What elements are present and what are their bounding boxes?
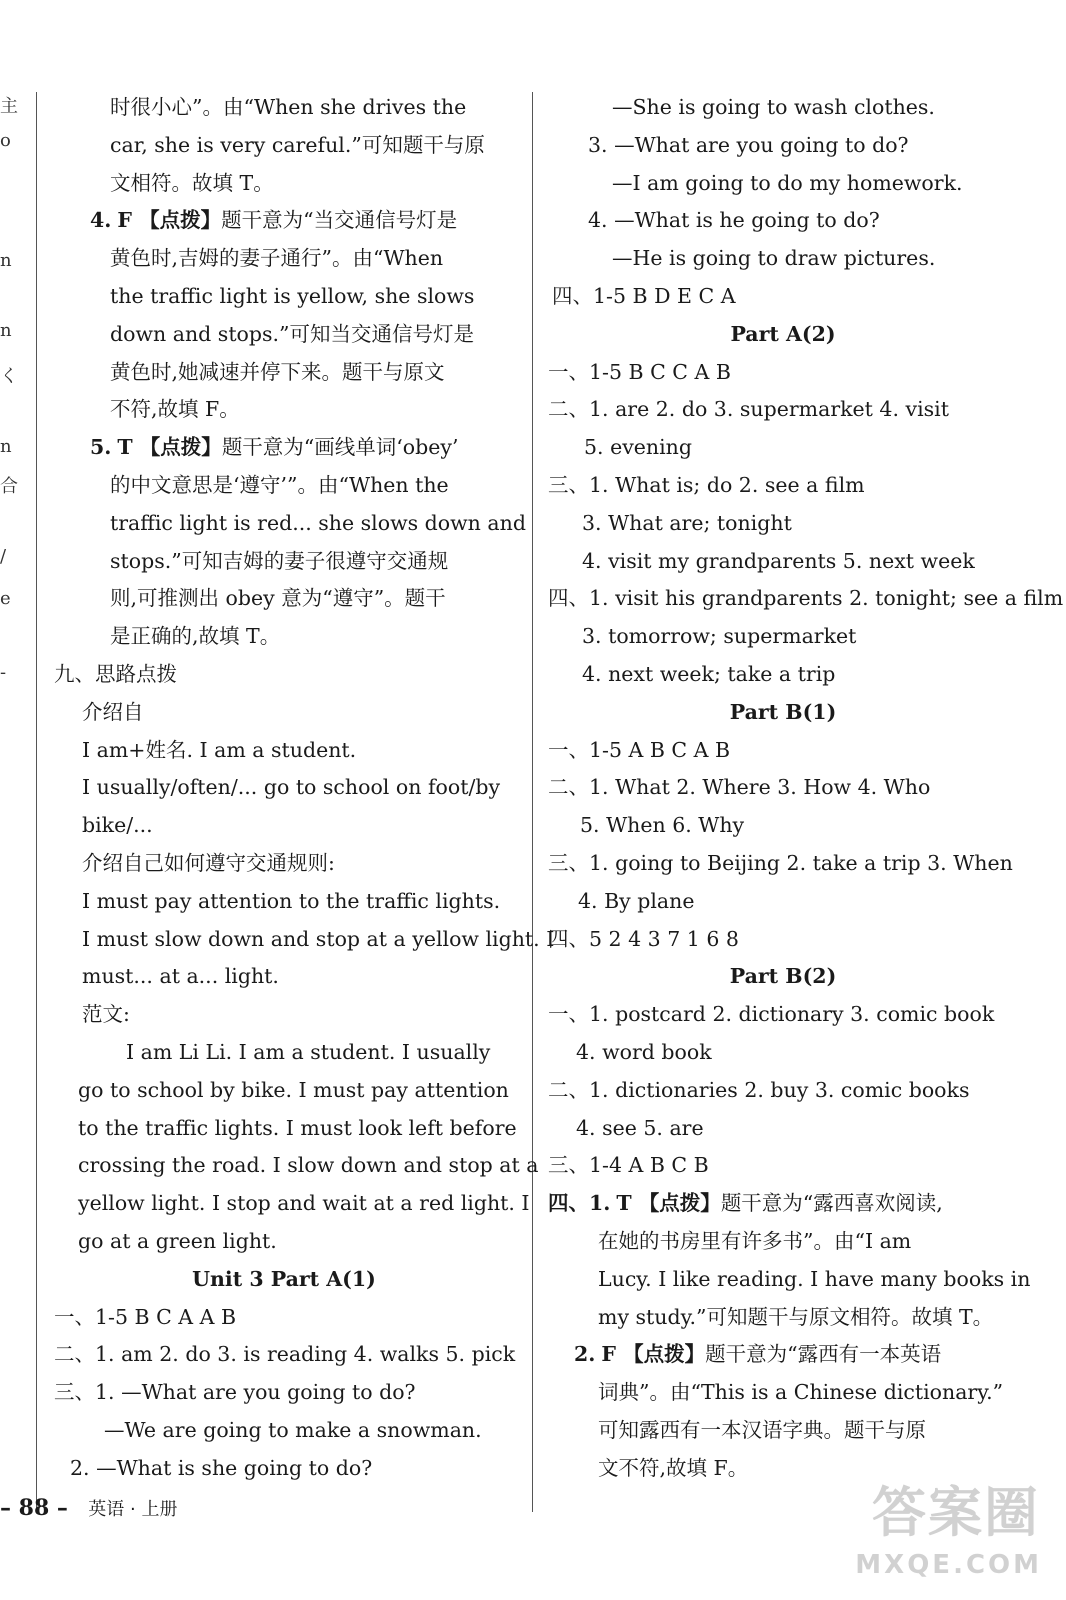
line-text: 文相符。故填 T。 <box>110 170 274 195</box>
answer-line <box>78 1109 517 1147</box>
line-text: stops.”可知吉姆的妻子很遵守交通规 <box>110 548 449 573</box>
edge-char: n <box>0 436 12 457</box>
answer-line <box>598 1298 993 1336</box>
line-text: 可知露西有一本汉语字典。题干与原 <box>598 1418 926 1442</box>
answer-line <box>110 579 446 617</box>
answer-line <box>576 1109 704 1147</box>
line-text: 3. tomorrow; supermarket <box>582 624 857 649</box>
answer-line <box>576 1033 712 1071</box>
line-text: 题干意为“画线单词‘obey’ <box>221 435 459 460</box>
line-text: car, she is very careful.”可知题干与原 <box>110 132 485 157</box>
answer-line <box>548 995 994 1033</box>
edge-char: n <box>0 250 12 271</box>
line-text: I am+姓名. I am a student. <box>82 737 357 762</box>
edge-char: o <box>0 130 11 151</box>
answer-line <box>548 579 1063 617</box>
answer-line <box>548 768 930 806</box>
answer-line <box>82 995 130 1033</box>
answer-line <box>612 239 935 277</box>
answer-line <box>110 315 474 353</box>
line-text: down and stops.”可知当交通信号灯是 <box>110 321 475 346</box>
line-text: to the traffic lights. I must look left before <box>78 1115 517 1140</box>
answer-line <box>90 201 457 239</box>
answer-line <box>90 428 459 466</box>
line-text: 介绍自己如何遵守交通规则: <box>82 851 335 875</box>
line-text: I must pay attention to the traffic lights. <box>82 888 501 913</box>
page-footer <box>0 1495 177 1521</box>
line-text: 3. What are; tonight <box>582 510 792 535</box>
item-number: 4. <box>90 208 112 233</box>
line-text: 介绍自 <box>82 699 144 724</box>
answer-line <box>70 1449 372 1487</box>
line-text: traffic light is red... she slows down and <box>110 510 526 535</box>
answer-line <box>548 920 739 958</box>
answer-line <box>598 1260 1030 1298</box>
watermark-url: MXQE.COM <box>855 1550 1042 1580</box>
line-text: must... at a... light. <box>82 964 279 989</box>
edge-char: 主 <box>0 96 18 117</box>
line-text: 3. —What are you going to do? <box>588 132 909 157</box>
answer-tag: F 【点拨】 <box>117 208 222 233</box>
answer-line <box>110 504 526 542</box>
line-text: 三、1. going to Beijing 2. take a trip 3. When <box>548 851 1013 875</box>
line-text: 在她的书房里有许多书”。由“I am <box>598 1229 912 1253</box>
answer-line <box>548 466 865 504</box>
line-text: Part A(2) <box>730 321 836 346</box>
edge-char: e <box>0 588 11 609</box>
answer-line <box>548 1146 709 1184</box>
edge-char: - <box>0 662 7 683</box>
answer-line <box>548 1071 969 1109</box>
answer-line <box>82 693 144 731</box>
edge-char: く <box>0 366 18 387</box>
item-number: 四、1. <box>548 1191 611 1216</box>
line-text: 三、1. What is; do 2. see a film <box>548 473 865 497</box>
answer-line <box>598 1411 926 1449</box>
line-text: 题干意为“当交通信号灯是 <box>221 208 458 233</box>
answer-line <box>110 542 448 580</box>
line-text: 二、1. am 2. do 3. is reading 4. walks 5. pick <box>54 1342 516 1367</box>
line-text: 四、5 2 4 3 7 1 6 8 <box>548 926 739 951</box>
answer-tag: T 【点拨】 <box>616 1191 721 1216</box>
answer-line <box>78 1184 530 1222</box>
line-text: go at a green light. <box>78 1229 277 1253</box>
line-text: 二、1. What 2. Where 3. How 4. Who <box>548 775 931 800</box>
answer-line <box>552 277 736 315</box>
answer-line <box>548 1184 943 1222</box>
answer-line <box>598 1373 1003 1411</box>
answer-line <box>82 957 279 995</box>
answer-line <box>548 844 1013 882</box>
line-text: 4. —What is he going to do? <box>588 208 880 233</box>
answer-line <box>54 1298 236 1336</box>
answer-line <box>110 617 280 655</box>
line-text: 黄色时,她减速并停下来。题干与原文 <box>110 359 445 384</box>
line-text: —He is going to draw pictures. <box>612 246 936 271</box>
line-text: 是正确的,故填 T。 <box>110 624 281 649</box>
page-number: – 88 – <box>0 1495 68 1521</box>
answer-line <box>598 1222 911 1260</box>
answer-line <box>104 1411 482 1449</box>
section-heading <box>54 1260 514 1298</box>
line-text: go to school by bike. I must pay attention <box>78 1077 509 1102</box>
answer-line <box>580 806 744 844</box>
line-text: 一、1. postcard 2. dictionary 3. comic book <box>548 1002 995 1027</box>
answer-line <box>78 1071 509 1109</box>
answer-line <box>612 164 963 202</box>
answer-line <box>110 164 274 202</box>
line-text: Part B(2) <box>729 964 837 989</box>
line-text: 5. When 6. Why <box>580 813 745 838</box>
line-text: 4. word book <box>576 1040 712 1064</box>
line-text: 一、1-5 B C C A B <box>548 359 731 384</box>
line-text: 4. visit my grandparents 5. next week <box>582 548 975 573</box>
watermark-text: 答案圈 <box>872 1481 1040 1544</box>
answer-line <box>588 201 880 239</box>
answer-line <box>78 1146 539 1184</box>
line-text: I usually/often/... go to school on foot/by <box>82 775 501 800</box>
line-text: yellow light. I stop and wait at a red light. I <box>78 1191 530 1216</box>
answer-line <box>54 655 177 693</box>
answer-line <box>588 126 909 164</box>
watermark-logo <box>850 1470 1050 1580</box>
book-title: 英语 · 上册 <box>88 1499 178 1520</box>
line-text: Lucy. I like reading. I have many books in <box>598 1266 1031 1291</box>
line-text: 则,可推测出 obey 意为“遵守”。题干 <box>110 586 446 611</box>
answer-line <box>110 353 445 391</box>
line-text: 词典”。由“This is a Chinese dictionary.” <box>598 1380 1004 1405</box>
answer-line <box>82 731 356 769</box>
line-text: 三、1. —What are you going to do? <box>54 1380 416 1405</box>
line-text: 二、1. dictionaries 2. buy 3. comic books <box>548 1077 970 1102</box>
line-text: 不符,故填 F。 <box>110 397 240 422</box>
answer-line <box>548 731 730 769</box>
answer-line <box>578 882 694 920</box>
edge-char: n <box>0 320 12 341</box>
answer-line <box>612 88 935 126</box>
line-text: I must slow down and stop at a yellow light. I <box>82 926 555 951</box>
answer-line <box>584 428 692 466</box>
line-text: —She is going to wash clothes. <box>612 95 935 119</box>
section-heading <box>548 957 1018 995</box>
answer-line <box>82 844 335 882</box>
answer-line <box>548 353 731 391</box>
line-text: 黄色时,吉姆的妻子通行”。由“When <box>110 246 444 271</box>
line-text: 时很小心”。由“When she drives the <box>110 95 467 119</box>
line-text: 二、1. are 2. do 3. supermarket 4. visit <box>548 397 949 422</box>
line-text: —I am going to do my homework. <box>612 170 963 195</box>
answer-line <box>582 655 835 693</box>
line-text: 5. evening <box>584 435 693 460</box>
answer-line <box>54 1373 416 1411</box>
answer-line <box>574 1335 941 1373</box>
line-text: 范文: <box>82 1002 130 1027</box>
answer-line <box>126 1033 490 1071</box>
answer-line <box>582 617 856 655</box>
answer-tag: F 【点拨】 <box>601 1342 706 1367</box>
line-text: crossing the road. I slow down and stop at a <box>78 1153 539 1178</box>
section-heading <box>548 315 1018 353</box>
answer-line <box>82 806 153 844</box>
answer-line <box>598 1449 748 1487</box>
answer-line <box>548 390 949 428</box>
line-text: Unit 3 Part A(1) <box>192 1266 376 1291</box>
answer-line <box>110 277 474 315</box>
section-heading <box>548 693 1018 731</box>
answer-line <box>110 126 485 164</box>
line-text: 题干意为“露西喜欢阅读, <box>720 1191 943 1216</box>
item-number: 2. <box>574 1342 596 1367</box>
line-text: 4. see 5. are <box>576 1115 704 1140</box>
line-text: the traffic light is yellow, she slows <box>110 284 475 308</box>
line-text: 一、1-5 B C A A B <box>54 1304 237 1329</box>
line-text: 4. By plane <box>578 888 695 913</box>
line-text: Part B(1) <box>729 699 837 724</box>
answer-line <box>82 882 500 920</box>
answer-line <box>582 504 792 542</box>
answer-line <box>110 390 240 428</box>
line-text: 文不符,故填 F。 <box>598 1455 749 1480</box>
answer-line <box>582 542 975 580</box>
edge-char: 合 <box>0 476 18 497</box>
line-text: 四、1. visit his grandparents 2. tonight; see a film <box>548 586 1064 611</box>
answer-line <box>110 239 443 277</box>
item-number: 5. <box>90 435 112 460</box>
line-text: —We are going to make a snowman. <box>104 1418 482 1442</box>
line-text: 2. —What is she going to do? <box>70 1455 373 1480</box>
line-text: 一、1-5 A B C A B <box>548 737 731 762</box>
line-text: bike/... <box>82 813 153 838</box>
left-edge-clipped-text <box>0 80 22 720</box>
answer-line <box>110 466 449 504</box>
answer-line <box>54 1335 515 1373</box>
column-divider-left <box>36 92 37 1512</box>
line-text: 4. next week; take a trip <box>582 662 836 686</box>
line-text: 的中文意思是‘遵守’”。由“When the <box>110 473 449 497</box>
answer-line <box>82 920 554 958</box>
answer-line <box>110 88 466 126</box>
answer-line <box>82 768 500 806</box>
line-text: 题干意为“露西有一本英语 <box>705 1342 942 1367</box>
line-text: I am Li Li. I am a student. I usually <box>126 1040 491 1064</box>
line-text: 三、1-4 A B C B <box>548 1153 709 1178</box>
line-text: my study.”可知题干与原文相符。故填 T。 <box>598 1304 994 1329</box>
edge-char: / <box>0 546 7 567</box>
line-text: 九、思路点拨 <box>54 662 177 686</box>
column-divider-middle <box>532 92 533 1512</box>
answer-tag: T 【点拨】 <box>117 435 222 460</box>
line-text: 四、1-5 B D E C A <box>552 284 736 308</box>
answer-line <box>78 1222 277 1260</box>
